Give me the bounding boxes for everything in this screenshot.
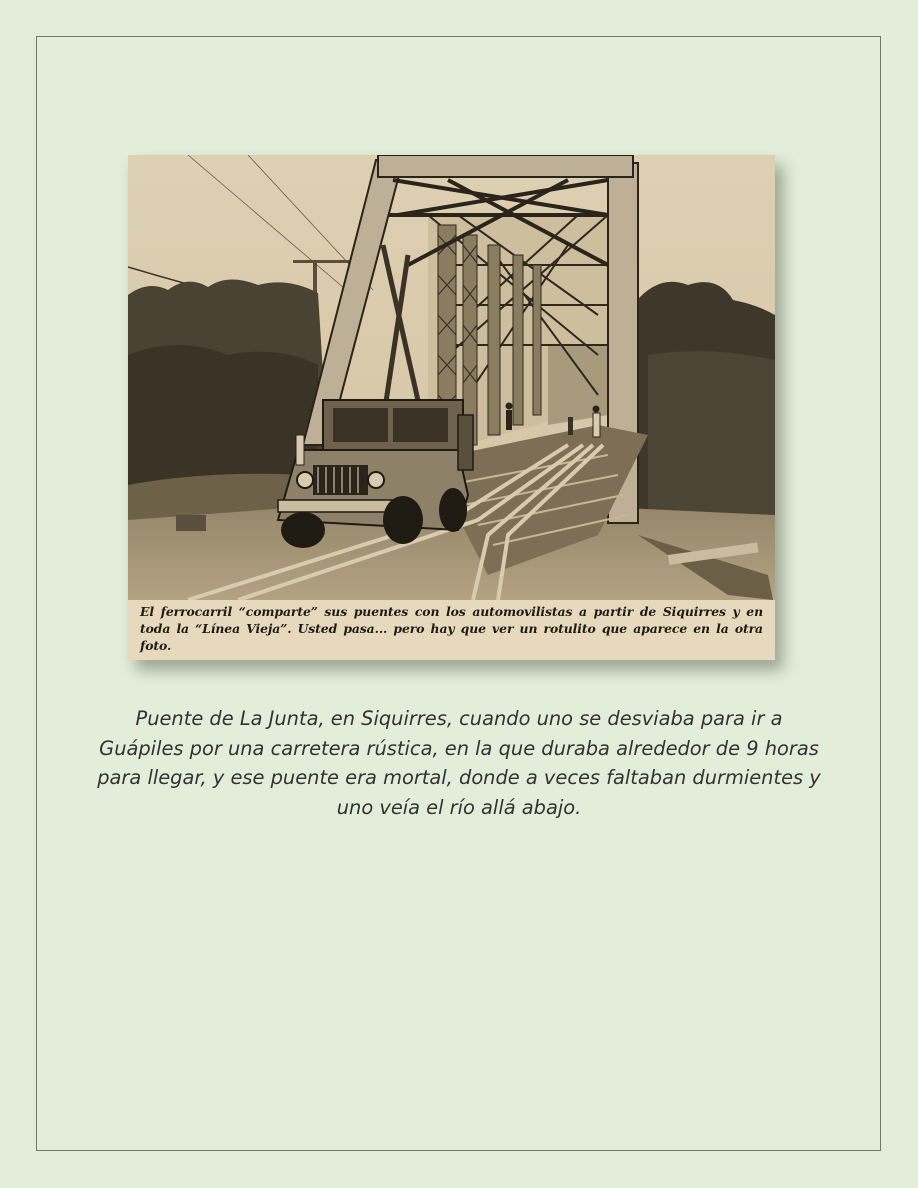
- bridge-photo: [128, 155, 775, 600]
- photo-card: [128, 155, 775, 660]
- photo-description: Puente de La Junta, en Siquirres, cuando uno se desviaba para ir a Guápiles por una carretera rústica, en la que duraba alrededor de 9 horas para llegar, y ese puente era mortal, donde a veces faltaban durmientes y uno veía el río allá abajo.: [97, 707, 821, 819]
- newspaper-caption: El ferrocarril “comparte” sus puentes con los automovilistas a partir de Siquirres y en toda la “Línea Vieja”. Usted pasa... pero hay que ver un rotulito que aparece en la otra foto.: [140, 604, 763, 653]
